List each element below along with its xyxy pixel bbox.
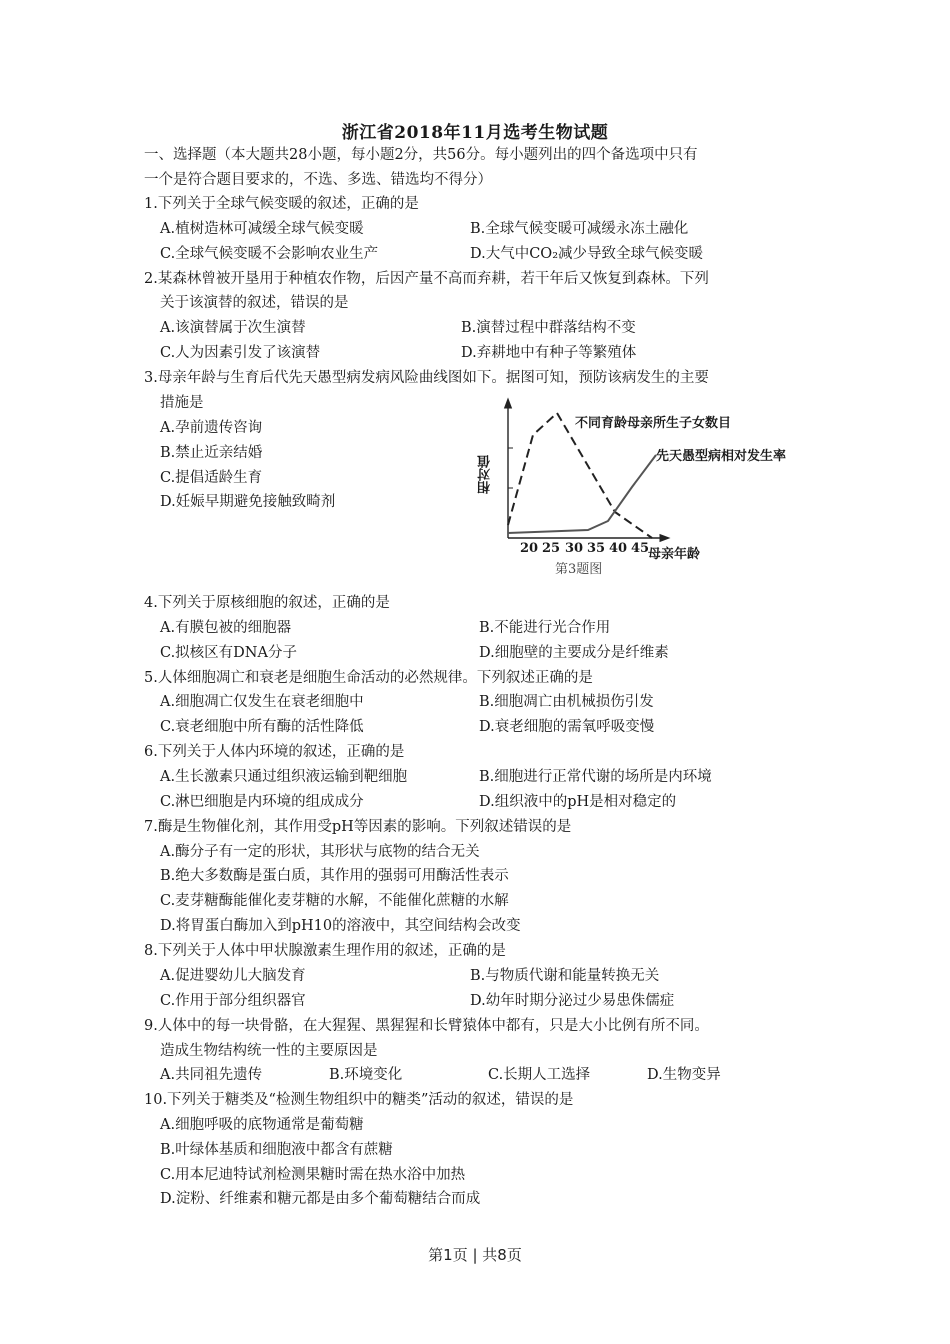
question-3-stem-line1: 3.母亲年龄与生育后代先天愚型病发病风险曲线图如下。据图可知，预防该病发生的主要	[144, 370, 709, 386]
question-10-option-b: B.叶绿体基质和细胞液中都含有蔗糖	[160, 1142, 393, 1158]
question-5-option-d: D.衰老细胞的需氧呼吸变慢	[479, 719, 655, 735]
question-3-option-d: D.妊娠早期避免接触致畸剂	[160, 494, 336, 510]
page-footer: 第1页 | 共8页	[428, 1246, 522, 1264]
question-8-stem: 8.下列关于人体中甲状腺激素生理作用的叙述，正确的是	[144, 943, 506, 959]
question-5-stem: 5.人体细胞凋亡和衰老是细胞生命活动的必然规律。下列叙述正确的是	[144, 670, 593, 686]
question-2-option-b: B.演替过程中群落结构不变	[461, 320, 636, 336]
question-1-option-a: A.植树造林可减缓全球气候变暖	[160, 221, 364, 237]
question-5-option-b: B.细胞凋亡由机械损伤引发	[479, 694, 654, 710]
question-3-option-b: B.禁止近亲结婚	[160, 445, 263, 461]
question-4-stem: 4.下列关于原核细胞的叙述，正确的是	[144, 595, 390, 611]
page-title: 浙江省2018年11月选考生物试题	[341, 123, 609, 143]
question-2-option-c: C.人为因素引发了该演替	[160, 345, 321, 361]
question-2-option-d: D.弃耕地中有种子等繁殖体	[461, 345, 637, 361]
x-tick-30: 30	[565, 541, 584, 556]
question-9-stem-line1: 9.人体中的每一块骨骼，在大猩猩、黑猩猩和长臂猿体中都有，只是大小比例有所不同。	[144, 1018, 709, 1034]
question-6-option-b: B.细胞进行正常代谢的场所是内环境	[479, 769, 712, 785]
question-7-option-c: C.麦芽糖酶能催化麦芽糖的水解，不能催化蔗糖的水解	[160, 893, 509, 909]
x-tick-35: 35	[587, 541, 606, 556]
question-5-option-a: A.细胞凋亡仅发生在衰老细胞中	[160, 694, 364, 710]
figure-maternal-age-chart	[470, 395, 830, 580]
question-9-option-d: D.生物变异	[647, 1067, 721, 1083]
question-4-option-b: B.不能进行光合作用	[479, 620, 611, 636]
question-3-option-c: C.提倡适龄生育	[160, 470, 263, 486]
question-10-stem: 10.下列关于糖类及“检测生物组织中的糖类”活动的叙述，错误的是	[144, 1092, 574, 1108]
question-2-option-a: A.该演替属于次生演替	[160, 320, 306, 336]
question-6-stem: 6.下列关于人体内环境的叙述，正确的是	[144, 744, 405, 760]
question-4-option-a: A.有膜包被的细胞器	[160, 620, 292, 636]
question-6-option-d: D.组织液中的pH是相对稳定的	[479, 794, 677, 810]
y-axis-label: 相对值	[478, 455, 493, 494]
question-1-stem: 1.下列关于全球气候变暖的叙述，正确的是	[144, 196, 419, 212]
section-instructions-line1: 一、选择题（本大题共28小题，每小题2分，共56分。每小题列出的四个备选项中只有	[144, 147, 698, 163]
x-tick-20: 20	[520, 541, 539, 556]
question-9-option-c: C.长期人工选择	[488, 1067, 591, 1083]
section-instructions-line2: 一个是符合题目要求的，不选、多选、错选均不得分）	[144, 172, 492, 188]
figure-caption: 第3题图	[555, 562, 603, 577]
question-1-option-d: D.大气中CO₂减少导致全球气候变暖	[470, 246, 704, 262]
question-3-option-a: A.孕前遗传咨询	[160, 420, 263, 436]
question-2-stem-line2: 关于该演替的叙述，错误的是	[160, 295, 349, 311]
series-down-syndrome-rate	[508, 455, 656, 533]
question-10-option-c: C.用本尼迪特试剂检测果糖时需在热水浴中加热	[160, 1167, 466, 1183]
question-10-option-a: A.细胞呼吸的底物通常是葡萄糖	[160, 1117, 364, 1133]
question-8-option-d: D.幼年时期分泌过少易患侏儒症	[470, 993, 675, 1009]
question-1-option-c: C.全球气候变暖不会影响农业生产	[160, 246, 379, 262]
question-3-stem-line2: 措施是	[160, 395, 204, 411]
series-children-count	[508, 413, 652, 538]
question-4-option-d: D.细胞壁的主要成分是纤维素	[479, 645, 669, 661]
question-5-option-c: C.衰老细胞中所有酶的活性降低	[160, 719, 364, 735]
x-tick-25: 25	[542, 541, 561, 556]
question-8-option-a: A.促进婴幼儿大脑发育	[160, 968, 306, 984]
legend-series2: 先天愚型病相对发生率	[656, 449, 787, 464]
question-8-option-b: B.与物质代谢和能量转换无关	[470, 968, 660, 984]
x-axis-label: 母亲年龄	[648, 547, 701, 562]
question-7-option-a: A.酶分子有一定的形状，其形状与底物的结合无关	[160, 844, 480, 860]
question-2-stem-line1: 2.某森林曾被开垦用于种植农作物，后因产量不高而弃耕，若干年后又恢复到森林。下列	[144, 271, 709, 287]
question-1-option-b: B.全球气候变暖可减缓永冻土融化	[470, 221, 689, 237]
question-7-option-d: D.将胃蛋白酶加入到pH10的溶液中，其空间结构会改变	[160, 918, 521, 934]
x-tick-40: 40	[609, 541, 628, 556]
question-9-option-a: A.共同祖先遗传	[160, 1067, 263, 1083]
question-4-option-c: C.拟核区有DNA分子	[160, 645, 297, 661]
question-8-option-c: C.作用于部分组织器官	[160, 993, 306, 1009]
legend-series1: 不同育龄母亲所生子女数目	[575, 416, 732, 431]
x-tick-45: 45	[631, 541, 650, 556]
question-7-option-b: B.绝大多数酶是蛋白质，其作用的强弱可用酶活性表示	[160, 868, 509, 884]
question-10-option-d: D.淀粉、纤维素和糖元都是由多个葡萄糖结合而成	[160, 1191, 481, 1207]
question-9-stem-line2: 造成生物结构统一性的主要原因是	[160, 1043, 378, 1059]
question-7-stem: 7.酶是生物催化剂，其作用受pH等因素的影响。下列叙述错误的是	[144, 819, 572, 835]
question-9-option-b: B.环境变化	[329, 1067, 403, 1083]
question-6-option-c: C.淋巴细胞是内环境的组成成分	[160, 794, 364, 810]
question-6-option-a: A.生长激素只通过组织液运输到靶细胞	[160, 769, 408, 785]
